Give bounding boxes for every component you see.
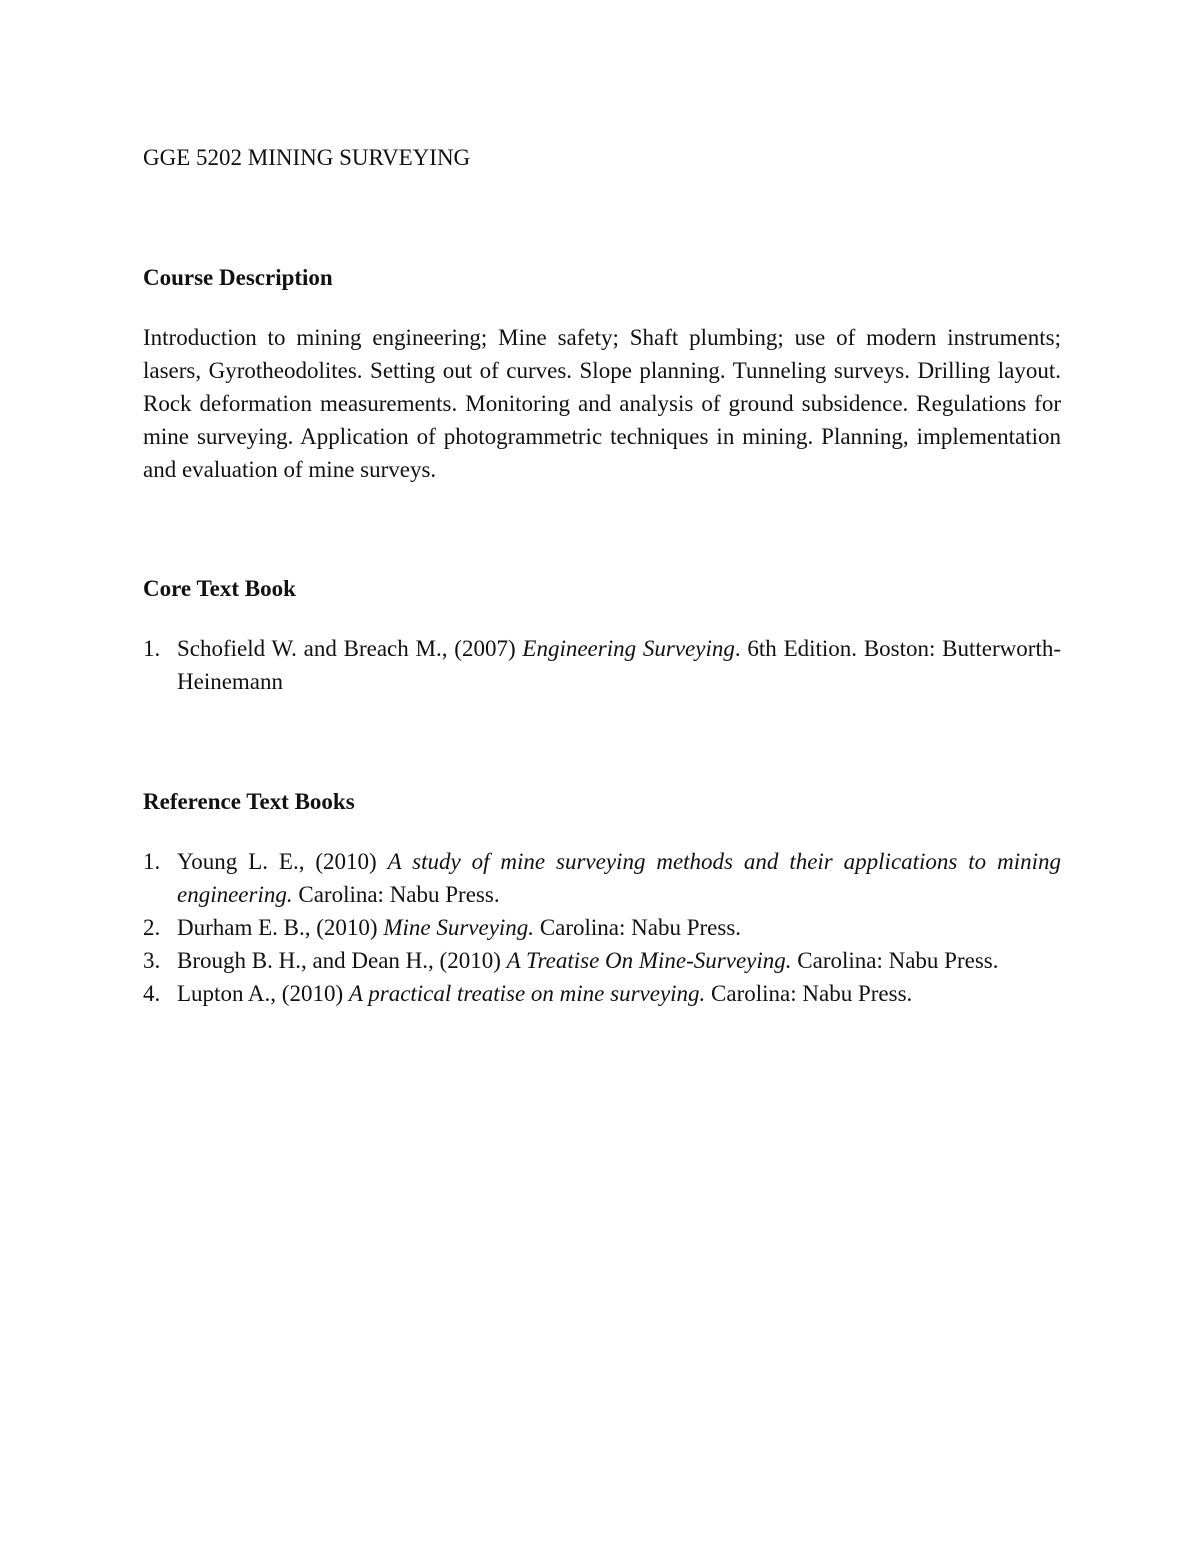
citation-authors: Lupton A., (2010): [177, 981, 349, 1006]
citation-authors: Durham E. B., (2010): [177, 915, 384, 940]
reference-text-books-heading: Reference Text Books: [143, 789, 355, 814]
citation-authors: Schofield W. and Breach M., (2007): [177, 636, 523, 661]
course-description-heading: Course Description: [143, 265, 333, 290]
reference-book-item: [143, 944, 1061, 977]
citation-authors: Brough B. H., and Dean H., (2010): [177, 948, 507, 973]
citation-title: Mine Surveying.: [383, 915, 535, 940]
core-text-book-list: [143, 632, 1061, 698]
citation-publisher: Carolina: Nabu Press.: [534, 915, 742, 940]
citation-publisher: Carolina: Nabu Press.: [292, 882, 500, 907]
citation-publisher: . 6th Edition. Boston: Butterworth-Heinemann: [177, 636, 1061, 694]
citation-title: Engineering Surveying: [522, 636, 735, 661]
list-number: 2.: [143, 915, 161, 940]
reference-text-books-list: [143, 845, 1061, 1010]
course-title: GGE 5202 MINING SURVEYING: [143, 145, 471, 170]
reference-book-item: [143, 977, 1061, 1010]
citation-title: A Treatise On Mine-Surveying.: [506, 948, 792, 973]
list-number: 3.: [143, 948, 161, 973]
reference-book-item: [143, 911, 1061, 944]
citation-publisher: Carolina: Nabu Press.: [705, 981, 913, 1006]
course-description-text: Introduction to mining engineering; Mine safety; Shaft plumbing; use of modern instruments; lasers, Gyrotheodolites. Setting out of curves. Slope planning. Tunneling surveys. Drilling layout. Rock deformation measurements. Monitoring and analysis of ground subsidence. Regulations for mine surveying. Application of photogrammetric techniques in mining. Planning, implementation and evaluation of mine surveys.: [143, 325, 1061, 482]
list-number: 1.: [143, 636, 161, 661]
citation-publisher: Carolina: Nabu Press.: [791, 948, 999, 973]
list-number: 4.: [143, 981, 161, 1006]
list-number: 1.: [143, 849, 161, 874]
citation-title: A practical treatise on mine surveying.: [348, 981, 706, 1006]
citation-authors: Young L. E., (2010): [177, 849, 388, 874]
citation-title: A study of mine surveying methods and their applications to mining engineering.: [177, 849, 1061, 907]
core-text-book-heading: Core Text Book: [143, 576, 296, 601]
core-book-item: [143, 632, 1061, 698]
reference-book-item: [143, 845, 1061, 911]
